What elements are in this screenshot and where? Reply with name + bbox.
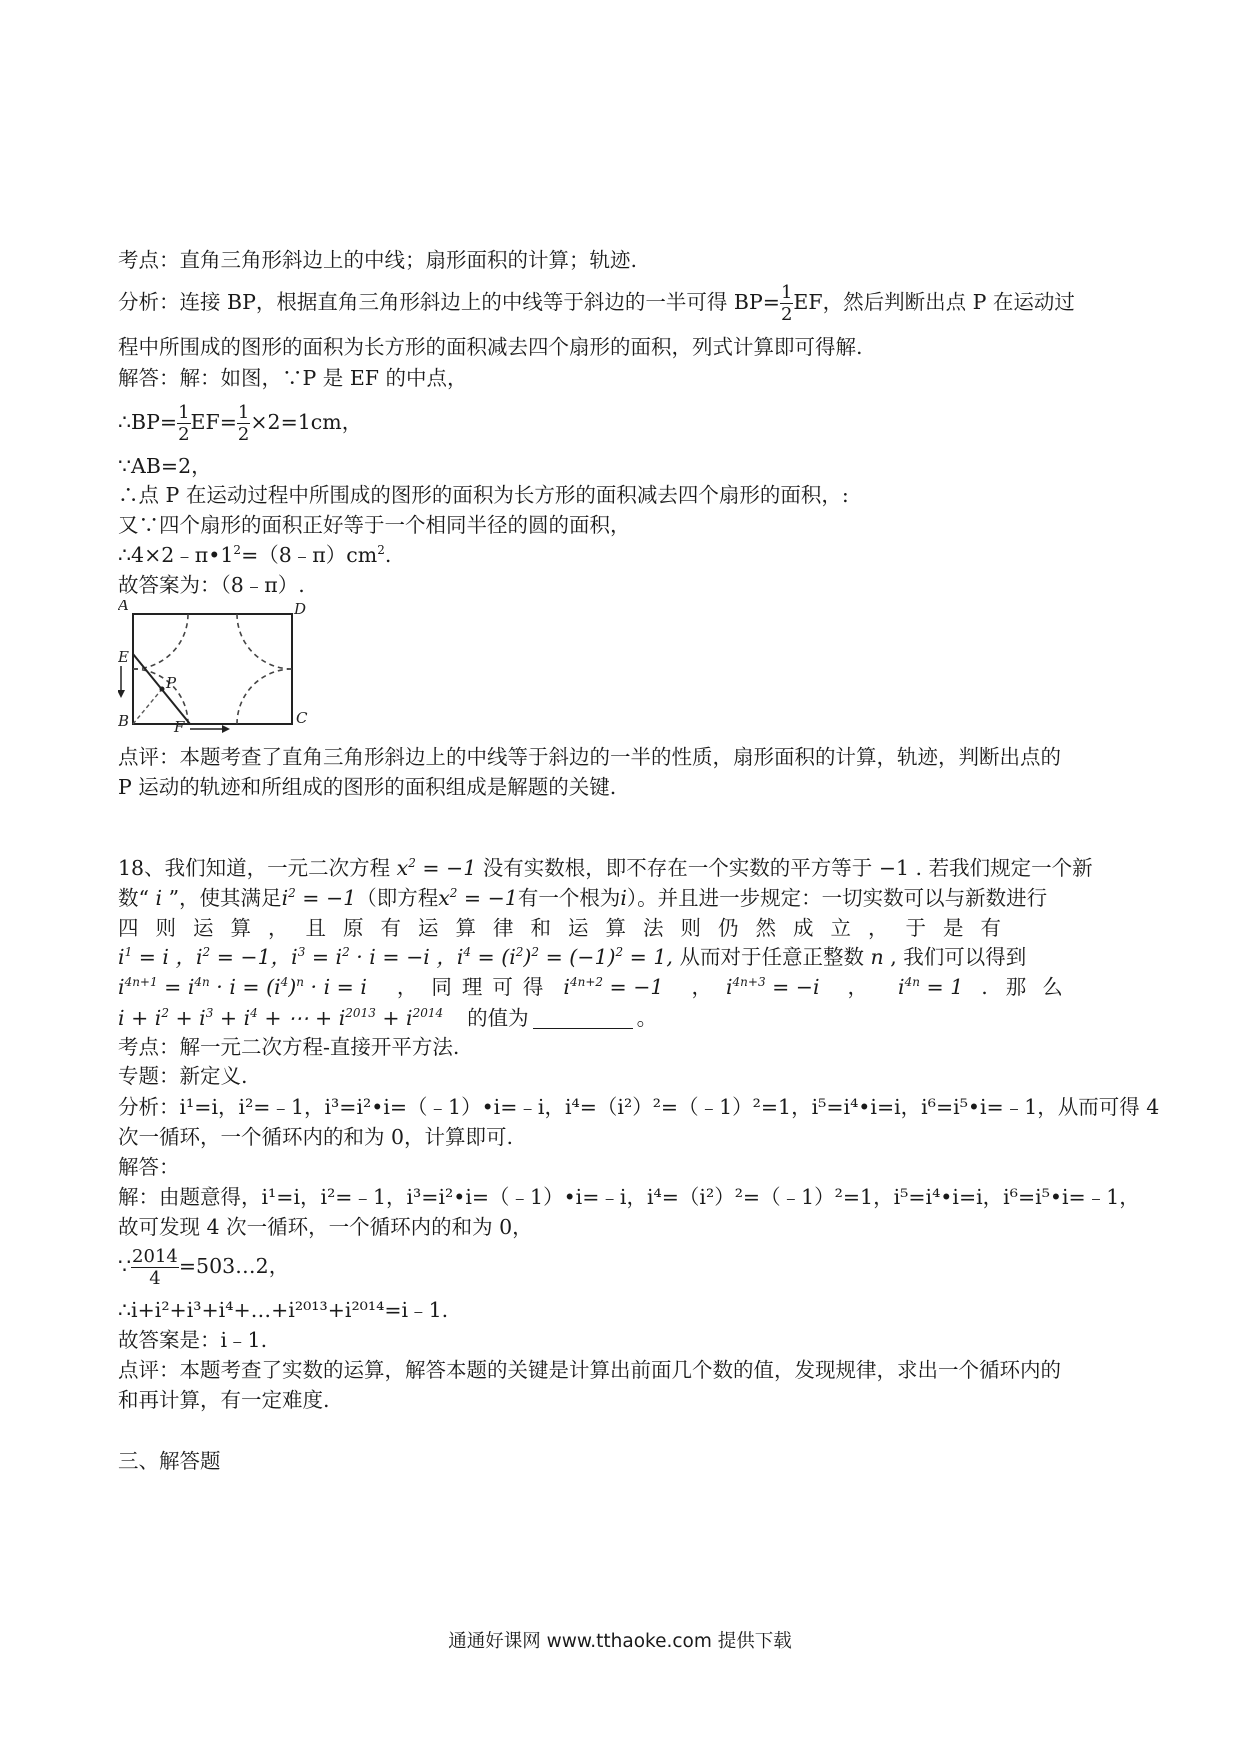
q18-l1-c: 若我们规定一个新 [928,856,1093,880]
q18-division [118,1246,289,1289]
q18-l4-c: 我们可以得到 [903,945,1027,969]
q18-line5 [118,973,1079,1001]
q18-line1 [118,854,1093,882]
q18-l6-b: 的值为 [467,1006,529,1030]
arc-c [237,669,292,724]
q18-l2-c: （即方程 [356,886,439,910]
q18-line6 [118,1004,657,1032]
answer-blank[interactable] [533,1008,633,1029]
i-4n: $i^{4n} = 1$ [898,975,964,999]
quarter-arcs [133,614,292,724]
fraction-numerator: 1 [780,282,793,303]
q18-l5-c: 那么 [1005,975,1079,999]
calc-part-a: ∴4×2﹣π•1 [118,543,234,567]
half-fraction [780,282,793,325]
symbol-n: n [863,945,891,969]
rectangle-figure [118,600,338,736]
equation-x2: $x^2 = -1$ [438,886,518,910]
q17-jieda: 解答：解：如图，∵P 是 EF 的中点， [118,366,468,390]
bp-middle: EF= [190,410,237,434]
i-4n-plus-2: $i^{4n+2} = -1$ [563,975,664,999]
comma-4: ， [847,975,869,999]
arc-a [133,614,188,669]
q18-l1-a: 18、我们知道，一元二次方程 [118,856,391,880]
division-result: =503…2， [178,1254,290,1278]
q18-line3: 四则运算，且原有运算律和运算法则仍然成立，于是有 [118,916,1018,940]
q18-l5-b: 同理可得 [431,975,554,999]
q18-l2-a: 数“ [118,886,149,910]
q17-bp-line [118,402,362,445]
sum-expression: $i + i^2 + i^3 + i^4$ + ⋯ + $i^{2013} + i^{2014}$ [118,1006,444,1030]
fraction-denominator: 4 [149,1268,161,1289]
q18-l2-b: ”，使其满足 [168,886,282,910]
rectangle-abcd [133,614,292,724]
calc-exponent-2: 2 [377,543,385,557]
because-symbol: ∵ [118,1254,132,1278]
bp-prefix: ∴BP= [118,410,178,434]
q17-fenxi-text-a: 分析：连接 BP，根据直角三角形斜边上的中线等于斜边的一半可得 BP= [118,290,780,314]
neg-one: −1 . [872,856,929,880]
q17-line6: 又∵四个扇形的面积正好等于一个相同半径的圆的面积， [118,513,631,537]
equation-x2-eq-neg1: $x^2 = -1$ [396,856,477,880]
q17-fenxi-line2: 程中所围成的图形的面积为长方形的面积减去四个扇形的面积，列式计算即可得解. [118,335,863,359]
fraction-denominator: 2 [237,424,250,445]
symbol-i-2: i [620,886,627,910]
calc-part-c: . [384,543,392,567]
equation-i2: $i^2 = -1$ [281,886,357,910]
q17-ab: ∵AB=2， [118,454,212,478]
q17-fenxi-text-b: EF，然后判断出点 P 在运动过 [793,290,1075,314]
fraction-denominator: 2 [178,424,190,445]
q17-calc [118,541,391,569]
label-a: A [118,600,129,614]
q18-fenxi-line1: 分析：i¹=i，i²=﹣1，i³=i²•i=（﹣1）•i=﹣i，i⁴=（i²）²=（﹣1）²=1，i⁵=i⁴•i=i，i⁶=i⁵•i=﹣1，从而可得 4 [118,1095,1160,1119]
i-4n-plus-3: $i^{4n+3} = -i$ [725,975,820,999]
q17-dianping-line1: 点评：本题考查了直角三角形斜边上的中线等于斜边的一半的性质，扇形面积的计算，轨迹，判断出点的 [118,745,1061,769]
q18-fenxi-line2: 次一循环，一个循环内的和为 0，计算即可. [118,1125,514,1149]
comma: , [890,945,904,969]
label-p: P [166,674,177,692]
section-heading-3: 三、解答题 [118,1449,221,1473]
bp-suffix: ×2=1cm， [250,410,363,434]
label-e: E [118,648,129,666]
q18-dianping-line2: 和再计算，有一定难度. [118,1388,330,1412]
q18-kaodian: 考点：解一元二次方程-直接开平方法. [118,1035,460,1059]
arc-b [133,669,188,724]
q18-dianping-line1: 点评：本题考查了实数的运算，解答本题的关键是计算出前面几个数的值，发现规律，求出一个循环内的 [118,1358,1061,1382]
arc-d [237,614,292,669]
q17-answer: 故答案为：（8﹣π）. [118,573,305,597]
q17-kaodian: 考点：直角三角形斜边上的中线；扇形面积的计算；轨迹. [118,248,638,272]
segment-bp [133,689,162,724]
comma-3: ， [691,975,712,999]
q18-line2 [118,884,1047,912]
q17-fenxi-line1 [118,282,1075,325]
q18-jieda: 解答： [118,1155,180,1179]
q18-zhuanti: 专题：新定义. [118,1064,248,1088]
fraction-2014-over-4 [131,1246,179,1289]
symbol-i: i [148,886,169,910]
calc-exponent-1: 2 [233,543,242,557]
label-d: D [294,600,307,618]
fraction-numerator: 1 [237,402,250,423]
q17-dianping-line2: P 运动的轨迹和所组成的图形的面积组成是解题的关键. [118,775,617,799]
period: . [981,975,988,999]
label-c: C [296,709,308,727]
half-fraction-2 [237,402,250,445]
point-p [160,687,165,692]
fraction-numerator: 2014 [132,1246,178,1267]
fraction-numerator: 1 [178,402,190,423]
calc-part-b: =（8﹣π）cm [241,543,378,567]
q18-l4-b: 从而对于任意正整数 [679,945,864,969]
q18-answer: 故答案是：i﹣1. [118,1328,268,1352]
fraction-denominator: 2 [780,304,793,325]
q18-jie-line1: 解：由题意得，i¹=i，i²=﹣1，i³=i²•i=（﹣1）•i=﹣i，i⁴=（i²）²=（﹣1）²=1，i⁵=i⁴•i=i，i⁶=i⁵•i=﹣1， [118,1185,1140,1209]
q18-l2-e: ）。并且进一步规定：一切实数可以与新数进行 [626,886,1048,910]
arrow-right-head [222,725,230,733]
q18-l6-c: 。 [636,1006,658,1030]
q18-sum: ∴i+i²+i³+i⁴+…+i²⁰¹³+i²⁰¹⁴=i﹣1. [118,1298,449,1322]
label-b: B [118,712,130,730]
page-footer: 通通好课网 www.tthaoke.com 提供下载 [448,1631,792,1652]
label-f: F [174,718,185,736]
powers-of-i: $i^1 = i$ ，$i^2 = -1$，$i^3 = i^2 \cdot i = -i$ ，$i^4 = (i^2)^2 = (-1)^2 = 1$, [118,945,673,969]
half-fraction-1 [177,402,190,445]
q18-l1-b: 没有实数根，即不存在一个实数的平方等于 [482,856,873,880]
q18-jie-line2: 故可发现 4 次一循环，一个循环内的和为 0， [118,1215,533,1239]
arrow-down-head [118,690,125,698]
i-4n-plus-1: $i^{4n+1} = i^{4n} \cdot i = (i^4)^n \cdot i = i$ [118,975,367,999]
q17-line5: ∴点 P 在运动过程中所围成的图形的面积为长方形的面积减去四个扇形的面积，: [118,483,849,507]
comma-2: ， [396,975,418,999]
q18-line4 [118,943,1026,971]
q18-l2-d: 有一个根为 [517,886,621,910]
